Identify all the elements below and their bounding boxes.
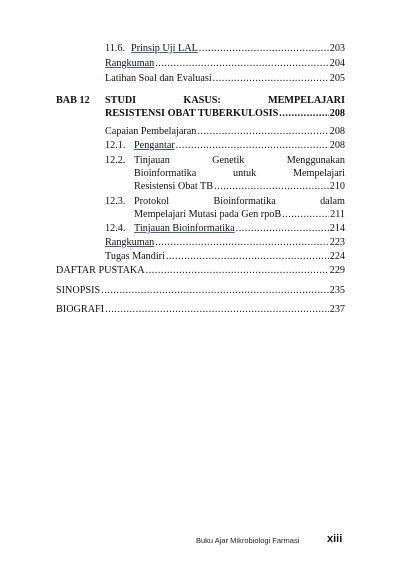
toc-section-number: 12.2. [105, 155, 126, 166]
toc-page-number: 203 [329, 43, 345, 54]
title-word: Bioinformatika [134, 168, 197, 179]
toc-page-number: 208 [329, 140, 345, 151]
toc-entry-title: DAFTAR PUSTAKA [56, 265, 145, 276]
toc-entry-12-2[interactable] [105, 155, 345, 167]
toc-entry-rangkuman-12[interactable] [105, 237, 345, 249]
dot-leader [146, 265, 329, 277]
dot-leader [101, 285, 329, 297]
title-word: untuk [232, 168, 257, 179]
dot-leader [282, 209, 329, 221]
toc-page-number: 214 [329, 223, 345, 234]
toc-page-number: 223 [329, 237, 345, 248]
toc-entry-title: Rangkuman [105, 58, 155, 69]
toc-entry-title: Pengantar [134, 140, 175, 151]
toc-entry-title: Mempelajari Mutasi pada Gen rpoB [134, 209, 282, 220]
title-word: Mempelajari [292, 168, 345, 179]
footer-page-number: xiii [327, 533, 343, 545]
toc-entry-title: Prinsip Uji LAL [131, 43, 198, 54]
toc-entry-12-1[interactable] [105, 140, 345, 152]
toc-entry-title: SINOPSIS [56, 285, 101, 296]
toc-page-number: 224 [329, 251, 345, 262]
title-word: Tinjauan [134, 155, 170, 166]
title-word: Menggunakan [286, 155, 345, 166]
toc-entry-title: Tinjauan Bioinformatika [134, 223, 235, 234]
dot-leader [155, 237, 328, 249]
title-word: Protokol [134, 196, 170, 207]
dot-leader [155, 58, 328, 70]
toc-page-number: 211 [330, 209, 345, 220]
toc-page-number: 229 [329, 265, 345, 276]
toc-entry-biografi[interactable] [56, 304, 345, 316]
toc-entry-chapter-12[interactable] [105, 108, 345, 120]
dot-leader [176, 140, 329, 152]
toc-entry-daftar-pustaka[interactable] [56, 265, 345, 277]
toc-entry-title-line-3 [134, 181, 345, 193]
toc-entry-latihan-soal[interactable] [105, 73, 345, 85]
toc-entry-title: BIOGRAFI [56, 304, 105, 315]
dot-leader [105, 304, 329, 316]
dot-leader [236, 223, 329, 235]
toc-page-number: 210 [329, 181, 345, 192]
dot-leader [199, 43, 329, 55]
toc-entry-title-line-2 [134, 168, 345, 180]
toc-entry-title-line-1 [134, 155, 345, 167]
chapter-title-word: MEMPELAJARI [268, 95, 345, 106]
toc-section-number: 12.1. [105, 140, 126, 151]
toc-entry-title: Latihan Soal dan Evaluasi [105, 73, 212, 84]
toc-entry-title: Tugas Mandiri [105, 251, 165, 262]
toc-section-number: 12.3. [105, 196, 126, 207]
toc-entry-title: Capaian Pembelajaran [105, 126, 197, 137]
toc-page-number: 235 [329, 285, 345, 296]
toc-page-number: 204 [329, 58, 345, 69]
dot-leader [279, 108, 328, 120]
title-word: dalam [320, 196, 345, 207]
toc-entry-rangkuman-11[interactable] [105, 58, 345, 70]
chapter-title-line-1 [105, 95, 345, 106]
toc-section-number: 12.4. [105, 223, 126, 234]
toc-entry-tugas-mandiri[interactable] [105, 251, 345, 263]
chapter-title-line-2: RESISTENSI OBAT TUBERKULOSIS [105, 108, 279, 119]
toc-entry-title-line-1 [134, 196, 345, 208]
chapter-title-word: STUDI [105, 95, 137, 106]
toc-entry-12-3[interactable] [105, 196, 345, 208]
dot-leader [213, 73, 329, 85]
title-word: Genetik [212, 155, 245, 166]
toc-entry-sinopsis[interactable] [56, 285, 345, 297]
toc-page-number: 208 [329, 108, 345, 119]
toc-page-number: 237 [329, 304, 345, 315]
toc-section-number: 11.6. [105, 43, 125, 54]
chapter-title-word: KASUS: [183, 95, 221, 106]
footer-book-title: Buku Ajar Mikrobiologi Farmasi [196, 536, 300, 545]
toc-entry-title: Resistensi Obat TB [134, 181, 214, 192]
toc-entry-12-4[interactable] [105, 223, 345, 235]
dot-leader [214, 181, 329, 193]
toc-entry-title-line-2 [134, 209, 345, 221]
toc-entry-title: Rangkuman [105, 237, 155, 248]
toc-page-number: 208 [329, 126, 345, 137]
toc-entry-11-6[interactable] [105, 43, 345, 55]
dot-leader [166, 251, 329, 263]
dot-leader [197, 126, 328, 138]
toc-page-number: 205 [329, 73, 345, 84]
title-word: Bioinformatika [213, 196, 276, 207]
chapter-label: BAB 12 [56, 95, 90, 106]
toc-entry-capaian[interactable] [105, 126, 345, 138]
